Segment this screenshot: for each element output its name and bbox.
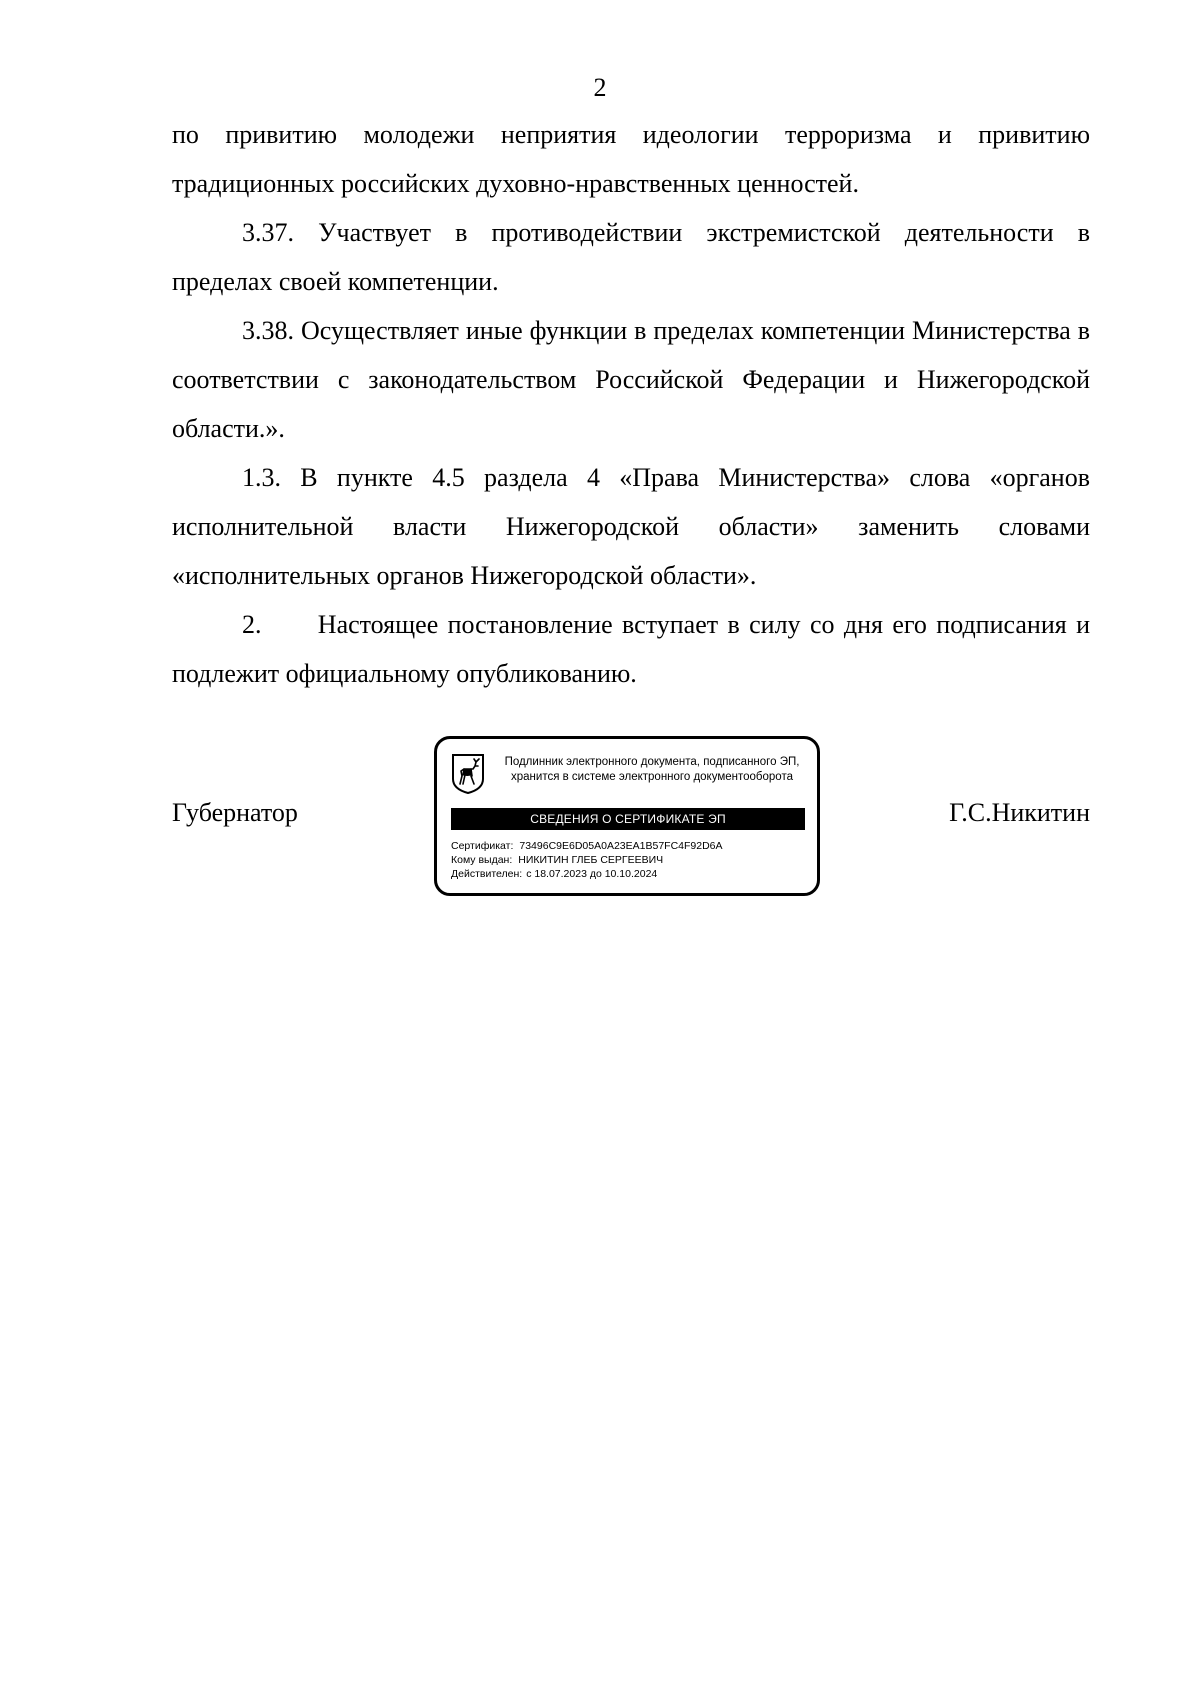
certificate-row (451, 839, 811, 853)
paragraph-continuation: по привитию молодежи неприятия идеологии терроризма и привитию традиционных российских духовно-нравственных ценностей. (172, 120, 1090, 198)
signer-name: Г.С.Никитин (949, 798, 1090, 827)
stamp-header-line: Подлинник электронного документа, подписанного ЭП, (504, 756, 800, 768)
paragraph-2: 2. Настоящее постановление вступает в силу со дня его подписания и подлежит официальному опубликованию. (172, 610, 1097, 688)
validity-value: с 18.07.2023 до 10.10.2024 (526, 868, 658, 880)
certificate-info-band: СВЕДЕНИЯ О СЕРТИФИКАТЕ ЭП (451, 808, 805, 830)
issued-to-label: Кому выдан: (451, 854, 513, 866)
certificate-details (451, 839, 811, 881)
paragraph-3-37: 3.37. Участвует в противодействии экстремистской деятельности в пределах своей компетенции. (172, 218, 1090, 296)
paragraph-3-38: 3.38. Осуществляет иные функции в пределах компетенции Министерства в соответствии с законодательством Российской Федерации и Нижегородской области.». (172, 316, 1090, 443)
issued-to-row (451, 853, 811, 867)
paragraph-1-3: 1.3. В пункте 4.5 раздела 4 «Права Министерства» слова «органов исполнительной власти Нижегородской области» заменить словами «исполнительных органов Нижегородской области». (172, 463, 1090, 590)
certificate-label: Сертификат: (451, 840, 514, 852)
page-number: 2 (593, 73, 607, 102)
stamp-header (491, 755, 813, 785)
validity-row (451, 867, 811, 881)
deer-emblem-icon (451, 753, 485, 795)
issued-to-value: НИКИТИН ГЛЕБ СЕРГЕЕВИЧ (518, 854, 664, 866)
stamp-header-line: хранится в системе электронного документооборота (511, 771, 793, 783)
certificate-value: 73496C9E6D05A0A23EA1B57FC4F92D6A (519, 840, 723, 852)
electronic-signature-stamp (434, 736, 820, 896)
document-body (172, 110, 1097, 698)
signer-position: Губернатор (172, 798, 298, 827)
validity-label: Действителен: (451, 868, 523, 880)
